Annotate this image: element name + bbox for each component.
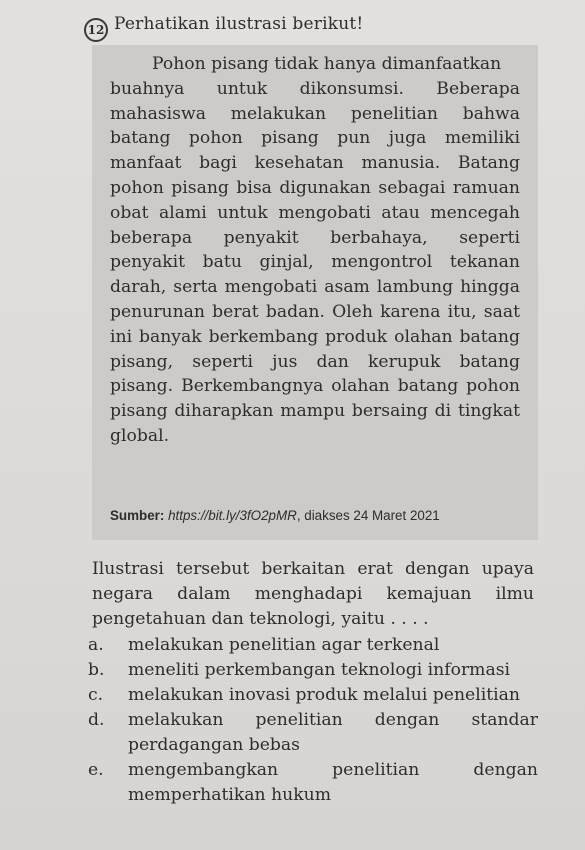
source-label: Sumber: xyxy=(110,508,165,523)
answer-option-a[interactable] xyxy=(88,633,538,658)
option-letter: e. xyxy=(88,760,104,780)
illustration-source xyxy=(110,508,530,523)
option-letter: c. xyxy=(88,685,104,705)
answer-options xyxy=(88,633,538,808)
option-text: meneliti perkembangan teknologi informasi xyxy=(128,660,511,680)
illustration-paragraph xyxy=(110,52,520,449)
option-letter: a. xyxy=(88,635,104,655)
answer-option-e[interactable] xyxy=(88,758,538,808)
source-date: , diakses 24 Maret 2021 xyxy=(296,508,440,523)
question-instruction: Perhatikan ilustrasi berikut! xyxy=(114,14,364,34)
option-letter: d. xyxy=(88,710,105,730)
option-text: mengembangkan penelitian dengan memperhatikan hukum xyxy=(128,760,538,805)
option-text: melakukan penelitian dengan standar perdagangan bebas xyxy=(128,710,538,755)
option-text: melakukan penelitian agar terkenal xyxy=(128,635,440,655)
illustration-first-line: Pohon pisang tidak hanya dimanfaatkan xyxy=(152,54,502,74)
question-number-badge: 12 xyxy=(84,18,108,42)
answer-option-d[interactable] xyxy=(88,708,538,758)
answer-option-b[interactable] xyxy=(88,658,538,683)
question-prompt: Ilustrasi tersebut berkaitan erat dengan upaya negara dalam menghadapi kemajuan ilmu pengetahuan dan teknologi, yaitu . . . . xyxy=(92,559,534,629)
answer-option-c[interactable] xyxy=(88,683,538,708)
source-url: https://bit.ly/3fO2pMR xyxy=(168,508,297,523)
illustration-body: buahnya untuk dikonsumsi. Beberapa mahasiswa melakukan penelitian bahwa batang pohon pisang pun juga memiliki manfaat bagi kesehatan manusia. Batang pohon pisang bisa digunakan sebagai ramuan obat alami untuk mengobati atau mencegah beberapa penyakit berbahaya, seperti penyakit batu ginjal, mengontrol tekanan darah, serta mengobati asam lambung hingga penurunan berat badan. Oleh karena itu, saat ini banyak berkembang produk olahan batang pisang, seperti jus dan kerupuk batang pisang. Berkembangnya olahan batang pohon pisang diharapkan mampu bersaing di tingkat global. xyxy=(110,78,520,446)
option-text: melakukan inovasi produk melalui penelitian xyxy=(128,685,520,705)
option-letter: b. xyxy=(88,660,105,680)
